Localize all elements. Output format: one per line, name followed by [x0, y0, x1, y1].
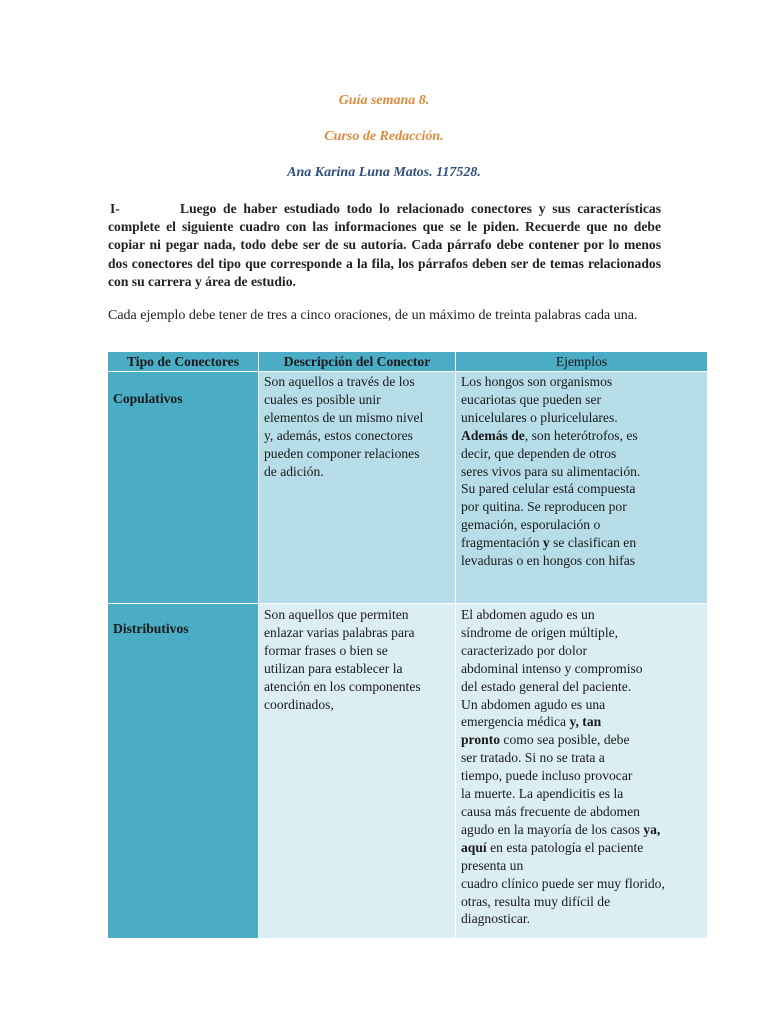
- connectors-table: [107, 351, 708, 939]
- text-line: Los hongos son organismos: [461, 374, 613, 389]
- text-line: coordinados,: [264, 696, 334, 712]
- instructions-paragraph: [108, 200, 661, 291]
- table-row: [108, 604, 708, 939]
- author-name: Ana Karina Luna Matos. 117528.: [287, 165, 481, 180]
- connector-highlight: aquí: [461, 839, 487, 855]
- table-row: [108, 372, 708, 604]
- text-line: fragmentación y se clasifican en: [461, 535, 637, 551]
- text-line: de adición.: [264, 463, 324, 479]
- text-line: del estado general del paciente.: [461, 678, 632, 694]
- text-line: otras, resulta muy difícil de: [461, 893, 611, 909]
- descripcion-cell: [259, 604, 456, 939]
- text-line: cuales es posible unir: [264, 391, 381, 407]
- example-note: Cada ejemplo debe tener de tres a cinco oraciones, de un máximo de treinta palabras cada una.: [108, 308, 638, 323]
- instructions-text: Luego de haber estudiado todo lo relacionado conectores y sus características complete el siguiente cuadro con las informaciones que se le piden. Recuerde que no debe copiar ni pegar nada, todo debe ser de su autoría. Cada párrafo debe contener por lo menos dos conectores del tipo que corresponde a la fila, los párrafos deben ser de temas relacionados con su carrera y área de estudio.: [108, 201, 661, 289]
- text-line: pronto como sea posible, debe: [461, 732, 630, 748]
- text-line: síndrome de origen múltiple,: [461, 624, 619, 640]
- text-line: Su pared celular está compuesta: [461, 481, 636, 497]
- tipo-cell: Distributivos: [108, 604, 259, 939]
- connector-highlight: y, tan: [569, 714, 602, 730]
- text-line: diagnosticar.: [461, 911, 531, 927]
- text-line: ser tratado. Si no se trata a: [461, 750, 605, 766]
- header-descripcion: Descripción del Conector: [259, 352, 456, 372]
- text-line: emergencia médica y, tan: [461, 714, 602, 730]
- ejemplo-cell: [456, 372, 708, 604]
- text-line: eucariotas que pueden ser: [461, 391, 602, 407]
- header-tipo: Tipo de Conectores: [108, 352, 259, 372]
- text-line: El abdomen agudo es un: [461, 607, 595, 622]
- connector-highlight: ya,: [643, 821, 661, 837]
- text-line: gemación, esporulación o: [461, 517, 601, 533]
- text-line: decir, que dependen de otros: [461, 445, 617, 461]
- text-line: formar frases o bien se: [264, 642, 388, 658]
- descripcion-cell: [259, 372, 456, 604]
- header-ejemplos: Ejemplos: [456, 352, 708, 372]
- text-line: causa más frecuente de abdomen: [461, 803, 640, 819]
- connector-highlight: Además de: [461, 427, 525, 443]
- text-line: Un abdomen agudo es una: [461, 696, 606, 712]
- guide-title: Guía semana 8.: [338, 93, 430, 108]
- text-line: enlazar varias palabras para: [264, 624, 415, 640]
- text-line: tiempo, puede incluso provocar: [461, 768, 633, 784]
- text-line: Además de, son heterótrofos, es: [461, 427, 638, 443]
- text-line: presenta un: [461, 857, 524, 873]
- text-line: caracterizado por dolor: [461, 642, 588, 658]
- text-line: unicelulares o pluricelulares.: [461, 409, 618, 425]
- text-line: por quitina. Se reproducen por: [461, 499, 627, 515]
- text-line: elementos de un mismo nivel: [264, 409, 424, 425]
- tipo-cell: Copulativos: [108, 372, 259, 604]
- text-line: y, además, estos conectores: [264, 427, 413, 443]
- text-line: agudo en la mayoría de los casos ya,: [461, 821, 661, 837]
- text-line: Son aquellos que permiten: [264, 607, 409, 622]
- text-line: utilizan para establecer la: [264, 660, 403, 676]
- text-line: Son aquellos a través de los: [264, 374, 415, 389]
- course-title: Curso de Redacción.: [324, 129, 444, 144]
- text-line: abdominal intenso y compromiso: [461, 660, 643, 676]
- connector-highlight: pronto: [461, 732, 501, 748]
- text-line: levaduras o en hongos con hifas: [461, 553, 636, 569]
- text-line: pueden componer relaciones: [264, 445, 420, 461]
- text-line: aquí en esta patología el paciente: [461, 839, 644, 855]
- text-line: la muerte. La apendicitis es la: [461, 786, 624, 802]
- table-header-row: [108, 352, 708, 372]
- text-line: atención en los componentes: [264, 678, 421, 694]
- ejemplo-cell: [456, 604, 708, 939]
- text-line: seres vivos para su alimentación.: [461, 463, 641, 479]
- connector-highlight: y: [542, 535, 550, 551]
- text-line: cuadro clínico puede ser muy florido,: [461, 875, 665, 891]
- section-numeral: I-: [110, 201, 120, 216]
